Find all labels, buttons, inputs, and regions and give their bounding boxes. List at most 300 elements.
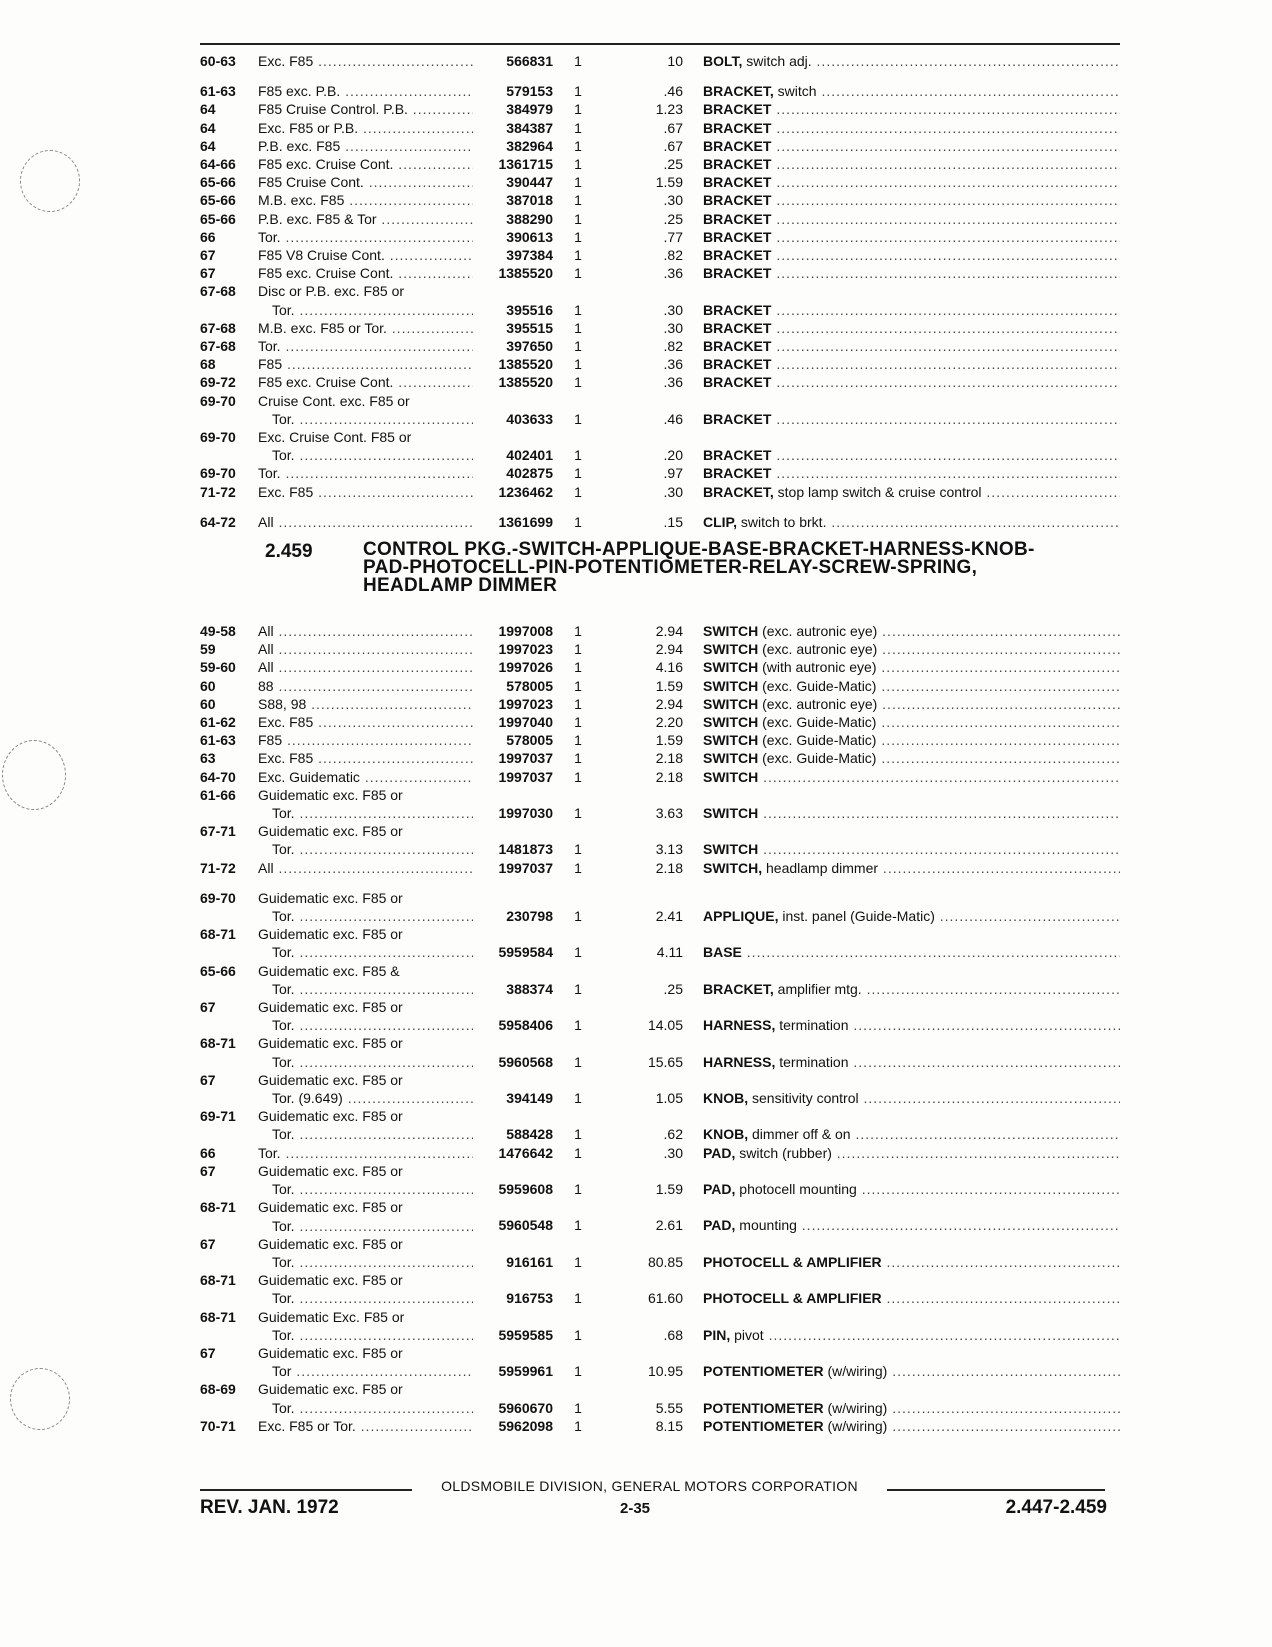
description [703, 786, 1120, 822]
description-name: SWITCH [703, 841, 759, 858]
price: 10 [667, 53, 683, 69]
application [258, 373, 473, 391]
application [258, 822, 473, 858]
price: 2.18 [655, 750, 683, 767]
description-name: PHOTOCELL & AMPLIFIER [703, 1290, 882, 1307]
model-years: 68-71 [200, 926, 236, 943]
part-number: 390447 [506, 174, 553, 191]
description [703, 1380, 1120, 1416]
part-number: 403633 [506, 410, 553, 427]
description-name: SWITCH, [703, 859, 763, 876]
parts-row [200, 1144, 1120, 1162]
application-line: F85 V8 Cruise Cont. ..... [258, 246, 473, 264]
description-detail: switch (rubber) [735, 1144, 832, 1161]
part-number: 5960548 [498, 1217, 553, 1234]
description [703, 1235, 1120, 1271]
application-line: All ..... [258, 622, 473, 640]
part-number: 1476642 [498, 1144, 553, 1161]
description-text [703, 120, 1120, 136]
description-name: BOLT, [703, 53, 743, 69]
description-detail: headlamp dimmer [762, 859, 879, 876]
model-years: 69-72 [200, 374, 236, 391]
application-line: All ..... [258, 859, 473, 877]
description-name: BRACKET [703, 119, 772, 136]
description-name: BRACKET [703, 374, 772, 391]
parts-list-lower [200, 622, 1120, 1435]
price: .62 [663, 1126, 683, 1143]
model-years: 67-71 [200, 823, 236, 840]
punch-hole-middle [2, 740, 66, 810]
application-line: Guidematic exc. F85 or [258, 1071, 403, 1088]
quantity: 1 [574, 83, 582, 100]
model-years: 71-72 [200, 859, 236, 876]
price: 2.94 [655, 641, 683, 658]
quantity: 1 [574, 210, 582, 227]
application [258, 82, 473, 100]
parts-row [200, 998, 1120, 1034]
model-years: 69-71 [200, 1108, 236, 1125]
description-name: BRACKET [703, 410, 772, 427]
model-years: 64 [200, 137, 216, 154]
price: .25 [663, 980, 683, 997]
description-name: PHOTOCELL & AMPLIFIER [703, 1253, 882, 1270]
description [703, 695, 1120, 713]
footer-page-number: 2-35 [620, 1500, 651, 1517]
description-name: BRACKET, [703, 83, 774, 100]
footer-revision: REV. JAN. 1972 [200, 1497, 339, 1518]
description [703, 1162, 1120, 1198]
description-name: PIN, [703, 1326, 731, 1343]
price: .36 [663, 374, 683, 391]
description-name: BRACKET [703, 174, 772, 191]
parts-row [200, 155, 1120, 173]
price: .97 [663, 465, 683, 482]
description-text [703, 484, 1120, 500]
quantity: 1 [574, 841, 582, 858]
description-detail: (exc. Guide-Matic) [758, 750, 877, 767]
description-detail: switch to brkt. [736, 513, 827, 530]
application [258, 1034, 473, 1070]
description-detail: inst. panel (Guide-Matic) [778, 908, 935, 925]
description [703, 925, 1120, 961]
application-line: Tor. ..... [258, 228, 473, 246]
application [258, 1344, 473, 1380]
description [703, 998, 1120, 1034]
description-detail: dimmer off & on [748, 1126, 851, 1143]
section-title-line: PAD-PHOTOCELL-PIN-POTENTIOMETER-RELAY-SCREW-SPRING, [363, 557, 978, 578]
application [258, 1235, 473, 1271]
model-years: 61-63 [200, 732, 236, 749]
description-text [703, 1363, 1120, 1379]
application [258, 859, 473, 877]
description-text [703, 732, 1120, 748]
description [703, 228, 1120, 246]
description [703, 1144, 1120, 1162]
application-line: Exc. Guidematic ..... [258, 768, 473, 786]
price: 1.59 [655, 732, 683, 749]
application-line: F85 exc. Cruise Cont. ..... [258, 373, 473, 391]
application-line: Guidematic exc. F85 or [258, 1235, 403, 1252]
part-number: 1385520 [498, 356, 553, 373]
description [703, 1308, 1120, 1344]
application-line: Tor. ..... [258, 804, 473, 822]
description-detail: (w/wiring) [823, 1417, 888, 1434]
application-line: Guidematic exc. F85 or [258, 1108, 403, 1125]
part-number: 566831 [506, 53, 553, 69]
footer-rule-right [887, 1489, 1105, 1491]
description [703, 768, 1120, 786]
description-detail: mounting [735, 1217, 797, 1234]
parts-row [200, 1235, 1120, 1271]
model-years: 68 [200, 356, 216, 373]
model-years: 67-68 [200, 283, 236, 300]
description [703, 191, 1120, 209]
quantity: 1 [574, 410, 582, 427]
quantity: 1 [574, 1363, 582, 1380]
part-number: 1385520 [498, 265, 553, 282]
description-name: SWITCH [703, 695, 759, 712]
application-line: Tor. ..... [258, 1326, 473, 1344]
description [703, 355, 1120, 373]
application [258, 319, 473, 337]
description [703, 677, 1120, 695]
application [258, 282, 473, 318]
description-text [703, 229, 1120, 245]
description [703, 1107, 1120, 1143]
part-number: 5960568 [498, 1053, 553, 1070]
price: 2.94 [655, 695, 683, 712]
description [703, 513, 1120, 531]
parts-row [200, 1308, 1120, 1344]
quantity: 1 [574, 623, 582, 639]
description-text [703, 247, 1120, 263]
description-name: POTENTIOMETER [703, 1399, 824, 1416]
model-years: 60 [200, 695, 216, 712]
quantity: 1 [574, 1126, 582, 1143]
application-line: Tor. ..... [258, 446, 473, 464]
application-line: Guidematic exc. F85 or [258, 999, 403, 1016]
part-number: 382964 [506, 137, 553, 154]
application-line: Exc. F85 ..... [258, 713, 473, 731]
quantity: 1 [574, 1181, 582, 1198]
description-name: BRACKET [703, 210, 772, 227]
price: 1.05 [655, 1090, 683, 1107]
application-line: Guidematic Exc. F85 or [258, 1308, 405, 1325]
quantity: 1 [574, 908, 582, 925]
model-years: 65-66 [200, 210, 236, 227]
quantity: 1 [574, 1290, 582, 1307]
quantity: 1 [574, 174, 582, 191]
model-years: 61-66 [200, 786, 236, 803]
application [258, 513, 473, 531]
application [258, 228, 473, 246]
description [703, 859, 1120, 877]
description-detail: (w/wiring) [823, 1399, 888, 1416]
description [703, 1034, 1120, 1070]
quantity: 1 [574, 228, 582, 245]
description-text [703, 374, 1120, 390]
model-years: 68-71 [200, 1272, 236, 1289]
description [703, 282, 1120, 318]
application-line: All ..... [258, 513, 473, 531]
description-detail: pivot [730, 1326, 764, 1343]
application-line: Tor. ..... [258, 464, 473, 482]
part-number: 5959608 [498, 1181, 553, 1198]
application-line: All ..... [258, 640, 473, 658]
description-text [703, 678, 1120, 694]
application [258, 100, 473, 118]
parts-row [200, 282, 1120, 318]
application [258, 355, 473, 373]
model-years: 66 [200, 1144, 216, 1161]
description-detail: switch [773, 83, 817, 100]
description-name: SWITCH [703, 750, 759, 767]
quantity: 1 [574, 1217, 582, 1234]
description-text [703, 83, 1120, 99]
quantity: 1 [574, 1090, 582, 1107]
application-line: Tor. ..... [258, 301, 473, 319]
parts-row [200, 1417, 1120, 1435]
quantity: 1 [574, 192, 582, 209]
quantity: 1 [574, 750, 582, 767]
part-number: 395515 [506, 319, 553, 336]
application-line: F85 ..... [258, 355, 473, 373]
application-line: Tor. ..... [258, 840, 473, 858]
quantity: 1 [574, 137, 582, 154]
application-line: F85 exc. P.B. ..... [258, 82, 473, 100]
parts-row [200, 119, 1120, 137]
description-detail: (exc. autronic eye) [758, 623, 878, 639]
application-line: Guidematic exc. F85 or [258, 1272, 403, 1289]
application [258, 925, 473, 961]
quantity: 1 [574, 301, 582, 318]
quantity: 1 [574, 513, 582, 530]
application [258, 137, 473, 155]
price: .36 [663, 265, 683, 282]
price: 3.13 [655, 841, 683, 858]
price: 4.16 [655, 659, 683, 676]
model-years: 69-70 [200, 429, 236, 446]
price: .82 [663, 247, 683, 264]
description-name: PAD, [703, 1217, 736, 1234]
description [703, 337, 1120, 355]
part-number: 1361699 [498, 513, 553, 530]
description-text [703, 944, 1120, 960]
parts-row [200, 464, 1120, 482]
model-years: 60 [200, 677, 216, 694]
part-number: 5960670 [498, 1399, 553, 1416]
model-years: 61-62 [200, 714, 236, 731]
application [258, 640, 473, 658]
application [258, 119, 473, 137]
application-line: F85 exc. Cruise Cont. ..... [258, 264, 473, 282]
application [258, 658, 473, 676]
price: 8.15 [655, 1417, 683, 1434]
part-number: 1997023 [498, 695, 553, 712]
model-years: 68-71 [200, 1308, 236, 1325]
description [703, 464, 1120, 482]
quantity: 1 [574, 714, 582, 731]
description-name: BRACKET [703, 228, 772, 245]
model-years: 61-63 [200, 83, 236, 100]
part-number: 1997037 [498, 750, 553, 767]
description-detail: stop lamp switch & cruise control [773, 483, 982, 500]
description [703, 713, 1120, 731]
description [703, 210, 1120, 228]
parts-row [200, 640, 1120, 658]
part-number: 1997023 [498, 641, 553, 658]
model-years: 59-60 [200, 659, 236, 676]
application-line: Disc or P.B. exc. F85 or [258, 283, 405, 300]
application-line: M.B. exc. F85 or Tor. ..... [258, 319, 473, 337]
description-name: BASE [703, 944, 742, 961]
part-number: 1997037 [498, 768, 553, 785]
punch-hole-bottom [10, 1368, 70, 1430]
quantity: 1 [574, 1017, 582, 1034]
application-line: Tor. ..... [258, 1399, 473, 1417]
description-detail: (exc. autronic eye) [758, 641, 878, 658]
description-name: BRACKET, [703, 483, 774, 500]
model-years: 67 [200, 247, 216, 264]
description-text [703, 53, 1120, 69]
application [258, 464, 473, 482]
quantity: 1 [574, 768, 582, 785]
description-text [703, 1290, 1120, 1306]
parts-row [200, 191, 1120, 209]
application [258, 962, 473, 998]
application-line: Exc. F85 ..... [258, 749, 473, 767]
part-number: 1997030 [498, 805, 553, 822]
parts-row [200, 1071, 1120, 1107]
parts-row [200, 768, 1120, 786]
description-name: SWITCH [703, 659, 759, 676]
description-text [703, 1126, 1120, 1142]
part-number: 5959584 [498, 944, 553, 961]
parts-row [200, 677, 1120, 695]
parts-row [200, 925, 1120, 961]
description-text [703, 1017, 1120, 1033]
quantity: 1 [574, 732, 582, 749]
model-years: 66 [200, 228, 216, 245]
description-text [703, 265, 1120, 281]
price: 1.23 [655, 101, 683, 118]
description-name: BRACKET [703, 101, 772, 118]
price: 2.18 [655, 859, 683, 876]
quantity: 1 [574, 1399, 582, 1416]
description-name: PAD, [703, 1181, 736, 1198]
description-text [703, 514, 1120, 530]
model-years: 64 [200, 119, 216, 136]
part-number: 5958406 [498, 1017, 553, 1034]
parts-row [200, 392, 1120, 428]
part-number: 588428 [506, 1126, 553, 1143]
description [703, 100, 1120, 118]
description [703, 1198, 1120, 1234]
quantity: 1 [574, 465, 582, 482]
application-line: Cruise Cont. exc. F85 or [258, 392, 410, 409]
description-name: POTENTIOMETER [703, 1417, 824, 1434]
part-number: 402401 [506, 447, 553, 464]
description [703, 1071, 1120, 1107]
application-line: Tor. ..... [258, 1217, 473, 1235]
description [703, 246, 1120, 264]
application [258, 786, 473, 822]
price: .30 [663, 319, 683, 336]
description-name: KNOB, [703, 1090, 749, 1107]
price: .82 [663, 338, 683, 355]
quantity: 1 [574, 1144, 582, 1161]
application-line: Guidematic exc. F85 or [258, 1199, 403, 1216]
punch-hole-top [20, 150, 80, 212]
parts-row [200, 713, 1120, 731]
description-text [703, 338, 1120, 354]
quantity: 1 [574, 53, 582, 69]
parts-row [200, 962, 1120, 998]
description-name: POTENTIOMETER [703, 1363, 824, 1380]
application-line: M.B. exc. F85 ..... [258, 191, 473, 209]
description-text [703, 447, 1120, 463]
description [703, 658, 1120, 676]
description-name: SWITCH [703, 623, 759, 639]
quantity: 1 [574, 1326, 582, 1343]
price: .36 [663, 356, 683, 373]
part-number: 387018 [506, 192, 553, 209]
model-years: 64-72 [200, 513, 236, 530]
parts-row [200, 52, 1120, 70]
quantity: 1 [574, 338, 582, 355]
description-name: SWITCH [703, 677, 759, 694]
application-line: P.B. exc. F85 & Tor ..... [258, 210, 473, 228]
application-line: Tor. ..... [258, 1016, 473, 1034]
model-years: 67 [200, 1344, 216, 1361]
price: .25 [663, 156, 683, 173]
application-line: Tor. (9.649) ..... [258, 1089, 473, 1107]
price: .30 [663, 301, 683, 318]
description [703, 962, 1120, 998]
price: 61.60 [647, 1290, 683, 1307]
description-detail: (exc. Guide-Matic) [758, 677, 877, 694]
part-number: 1997037 [498, 859, 553, 876]
model-years: 68-71 [200, 1035, 236, 1052]
application-line: S88, 98 ..... [258, 695, 473, 713]
description-text [703, 1090, 1120, 1106]
description-text [703, 841, 1120, 857]
parts-row [200, 82, 1120, 100]
price: .30 [663, 192, 683, 209]
model-years: 65-66 [200, 192, 236, 209]
description [703, 731, 1120, 749]
description [703, 373, 1120, 391]
part-number: 388290 [506, 210, 553, 227]
application-line: Guidematic exc. F85 or [258, 1162, 403, 1179]
parts-row [200, 1107, 1120, 1143]
part-number: 384979 [506, 101, 553, 118]
part-number: 578005 [506, 732, 553, 749]
description-name: BRACKET [703, 338, 772, 355]
model-years: 67 [200, 1071, 216, 1088]
application [258, 713, 473, 731]
model-years: 67-68 [200, 319, 236, 336]
model-years: 68-71 [200, 1199, 236, 1216]
price: 1.59 [655, 174, 683, 191]
application [258, 677, 473, 695]
model-years: 59 [200, 641, 216, 658]
application-line: F85 exc. Cruise Cont. ..... [258, 155, 473, 173]
application-line: Tor. ..... [258, 1289, 473, 1307]
description-text [703, 211, 1120, 227]
description-text [703, 1145, 1120, 1161]
part-number: 579153 [506, 83, 553, 100]
